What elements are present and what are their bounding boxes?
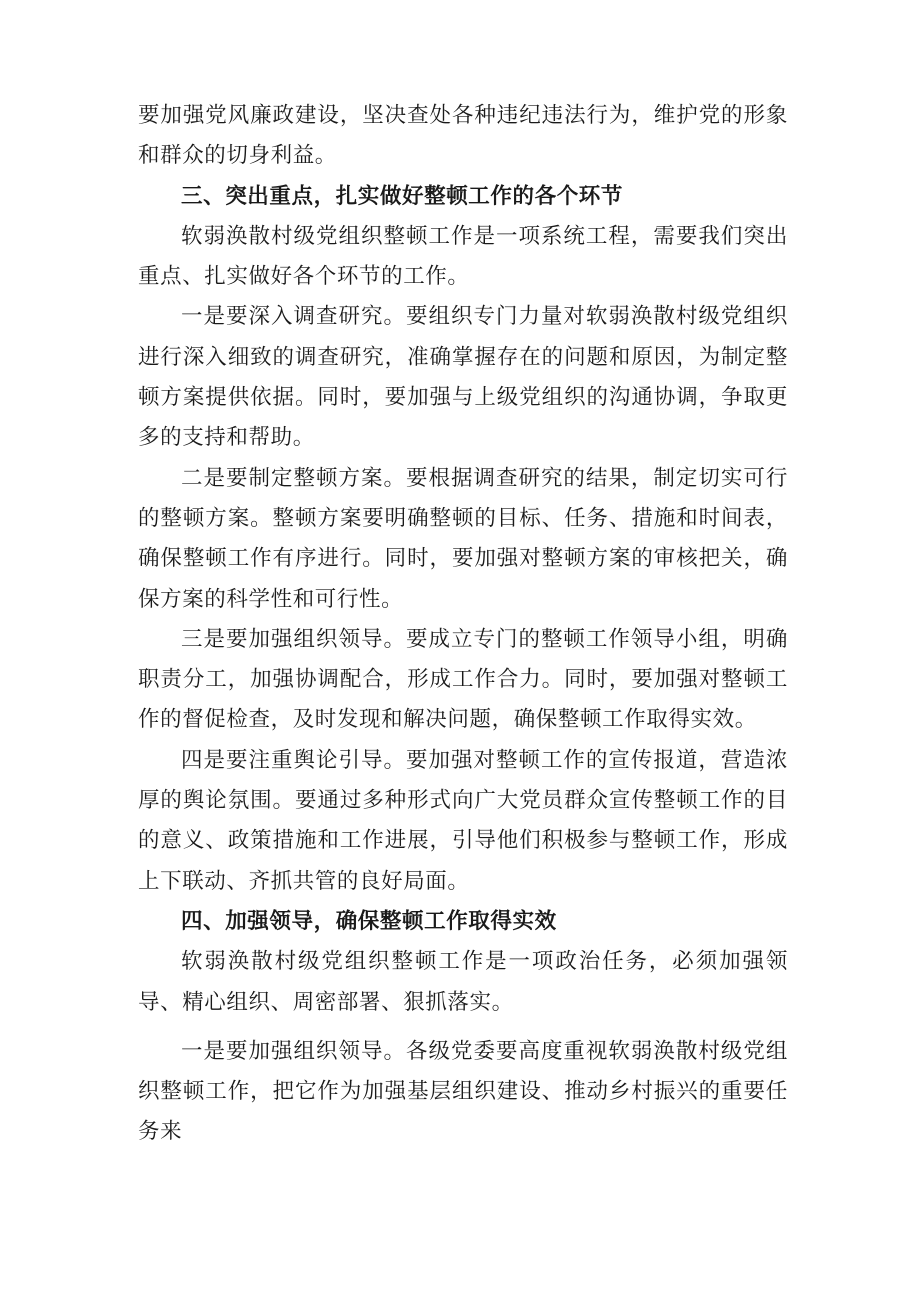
paragraph-plan: 二是要制定整顿方案。要根据调查研究的结果，制定切实可行的整顿方案。整顿方案要明确整顿的目标、任务、措施和时间表，确保整顿工作有序进行。同时，要加强对整顿方案的审核把关，确保方案的科学性和可行性。 — [138, 465, 788, 612]
section-heading-3: 三、突出重点，扎实做好整顿工作的各个环节 — [181, 183, 624, 209]
paragraph-public-opinion: 四是要注重舆论引导。要加强对整顿工作的宣传报道，营造浓厚的舆论氛围。要通过多种形式向广大党员群众宣传整顿工作的目的意义、政策措施和工作进展，引导他们积极参与整顿工作，形成上下联动、齐抓共管的良好局面。 — [138, 747, 788, 894]
paragraph-organization-leadership: 一是要加强组织领导。各级党委要高度重视软弱涣散村级党组织整顿工作，把它作为加强基层组织建设、推动乡村振兴的重要任务来 — [138, 1038, 788, 1145]
paragraph-leadership: 三是要加强组织领导。要成立专门的整顿工作领导小组，明确职责分工，加强协调配合，形成工作合力。同时，要加强对整顿工作的督促检查，及时发现和解决问题，确保整顿工作取得实效。 — [138, 626, 788, 733]
paragraph-section-4-intro: 软弱涣散村级党组织整顿工作是一项政治任务，必须加强领导、精心组织、周密部署、狠抓落实。 — [138, 949, 788, 1015]
section-heading-4: 四、加强领导，确保整顿工作取得实效 — [181, 908, 557, 934]
paragraph-section-3-intro: 软弱涣散村级党组织整顿工作是一项系统工程，需要我们突出重点、扎实做好各个环节的工作。 — [138, 223, 788, 290]
paragraph-continuation: 要加强党风廉政建设，坚决查处各种违纪违法行为，维护党的形象和群众的切身利益。 — [138, 103, 788, 169]
paragraph-investigation: 一是要深入调查研究。要组织专门力量对软弱涣散村级党组织进行深入细致的调查研究，准确掌握存在的问题和原因，为制定整顿方案提供依据。同时，要加强与上级党组织的沟通协调，争取更多的支持和帮助。 — [138, 304, 788, 451]
document-page — [138, 96, 788, 1153]
